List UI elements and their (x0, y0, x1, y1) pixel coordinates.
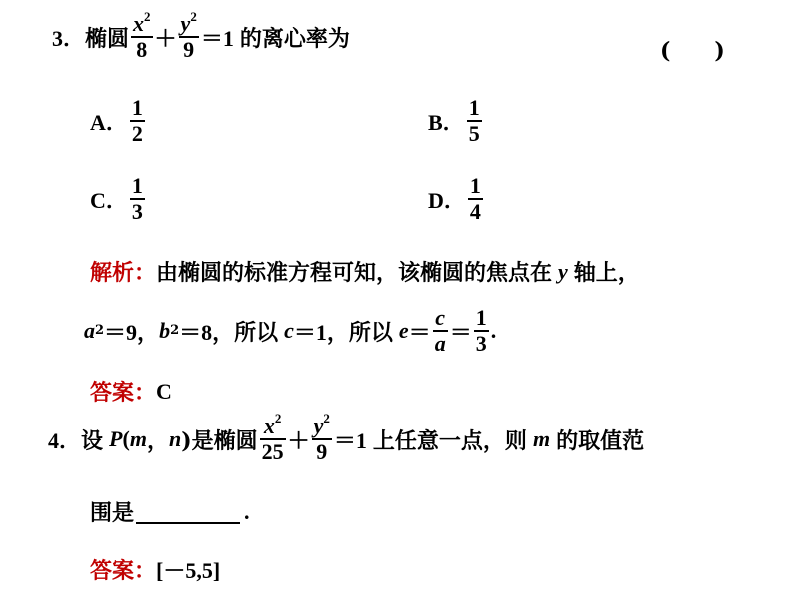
option-a-num: 1 (131, 95, 143, 120)
analysis-eq2: ＝ (449, 319, 472, 345)
q4-text-2: 上任意一点，则 (372, 427, 527, 454)
q4-var-p: P (109, 426, 123, 451)
analysis-c: c (284, 318, 294, 343)
q3-analysis-line1 (90, 256, 640, 287)
analysis-c-over-a (433, 306, 448, 356)
analysis-a-eq: ＝9， (104, 319, 160, 345)
q4-comma: ， (146, 427, 169, 454)
q3-answer-paren (660, 34, 725, 65)
q4-number: 4． (48, 427, 82, 453)
option-b-fraction (467, 96, 482, 146)
option-d-num: 1 (469, 173, 481, 198)
option-c-fraction (130, 174, 145, 224)
q4-var-m2: m (532, 426, 551, 451)
q3-option-d[interactable] (428, 174, 485, 224)
option-b-label: B． (428, 109, 465, 135)
q3-equals-one: ＝1 (200, 25, 234, 51)
option-c-num: 1 (131, 173, 143, 198)
q4-stem (48, 411, 645, 464)
q3-number: 3． (52, 25, 86, 51)
q4-answer (90, 554, 220, 585)
q3-frac1-num: x (133, 11, 145, 36)
analysis-frac-den: a (434, 331, 446, 356)
q4-var-m: m (129, 426, 147, 451)
q3-answer (90, 376, 172, 407)
analysis-label: 解析： (90, 260, 157, 286)
q3-prefix: 椭圆 (85, 25, 130, 52)
q3-frac1-den: 8 (136, 37, 148, 62)
q3-fraction-y (179, 9, 199, 62)
option-d-fraction (468, 174, 483, 224)
q4-frac1-sup: 2 (274, 411, 282, 426)
q4-fraction-x (260, 411, 286, 464)
option-b-num: 1 (468, 95, 480, 120)
q4-answer-blank[interactable] (136, 500, 240, 524)
q4-frac1-num: x (263, 413, 275, 438)
q4-equals-one: ＝1 (333, 427, 367, 453)
q4-stem-line2 (90, 496, 250, 527)
q4-frac2-num: y (313, 413, 324, 438)
q3-answer-label: 答案： (90, 380, 157, 406)
analysis-text-2: 轴上， (573, 260, 640, 286)
option-d-den: 4 (469, 199, 481, 224)
option-a-fraction (130, 96, 145, 146)
analysis-a: a (84, 318, 95, 343)
q4-text-1: 设 (81, 427, 104, 454)
q4-plus: ＋ (287, 427, 310, 454)
analysis-result-num: 1 (475, 305, 487, 330)
q3-frac1-sup: 2 (144, 9, 151, 24)
q3-analysis-line2: a 2 ＝9， b 2 ＝8，所以 c ＝1，所以 e ＝ $\frac{c}{a}$ ＝ $\frac{1}{3}$ . (84, 305, 497, 356)
q3-suffix: 的离心率为 (239, 25, 350, 52)
option-c-label: C． (90, 187, 128, 213)
option-b-den: 5 (468, 121, 480, 146)
option-a-den: 2 (131, 121, 143, 146)
analysis-e-eq: ＝ (408, 319, 431, 345)
q4-fraction-y (312, 411, 332, 464)
q3-answer-value: C (156, 378, 172, 404)
analysis-b: b (159, 318, 171, 343)
q4-line2-period: . (244, 498, 250, 524)
analysis-period: . (490, 318, 497, 343)
q3-frac2-den: 9 (183, 37, 195, 62)
q4-close-text: )是椭圆 (181, 427, 258, 454)
q4-line2-text: 围是 (90, 500, 135, 526)
q4-text-3: 的取值范 (556, 427, 645, 454)
analysis-b-eq: ＝8，所以 (179, 319, 279, 345)
q3-option-c[interactable] (90, 174, 147, 224)
q3-frac2-sup: 2 (190, 9, 197, 24)
analysis-c-eq: ＝1，所以 (293, 319, 393, 345)
q4-frac2-sup: 2 (323, 411, 330, 426)
analysis-text-1: 由椭圆的标准方程可知，该椭圆的焦点在 (156, 260, 553, 286)
q4-frac1-den: 25 (261, 439, 284, 464)
q4-answer-label: 答案： (90, 558, 157, 584)
q4-open-paren: ( (122, 426, 130, 451)
q3-stem (52, 9, 350, 62)
analysis-result-den: 3 (475, 331, 487, 356)
q4-answer-value: [－5,5] (156, 558, 221, 583)
q3-option-a[interactable] (90, 96, 147, 146)
q3-plus: ＋ (154, 25, 177, 52)
q3-paren: ( ) (660, 38, 725, 64)
q4-frac2-den: 9 (316, 439, 328, 464)
q3-fraction-x (131, 9, 153, 62)
q3-option-b[interactable] (428, 96, 484, 146)
analysis-result-fraction (474, 306, 489, 356)
option-a-label: A． (90, 109, 128, 135)
analysis-frac-num: c (435, 305, 446, 330)
q3-frac2-num: y (180, 11, 191, 36)
option-d-label: D． (428, 187, 466, 213)
q4-var-n: n (168, 426, 182, 451)
analysis-e: e (398, 318, 409, 343)
option-c-den: 3 (131, 199, 143, 224)
analysis-var-y: y (558, 258, 568, 284)
